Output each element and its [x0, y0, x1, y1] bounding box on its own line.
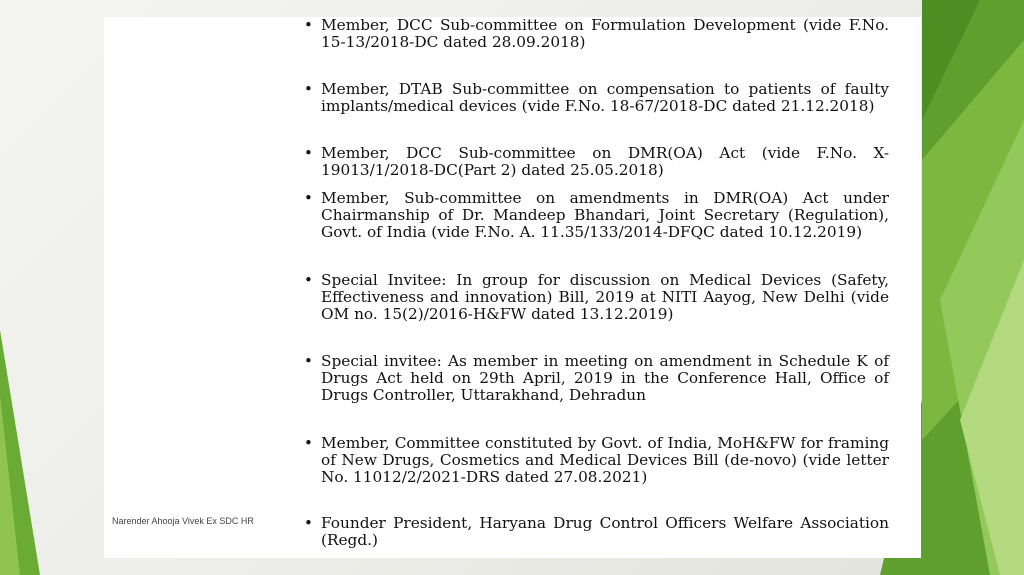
bullet-item: • Member, Committee constituted by Govt. of India, MoH&FW for framing of New Drugs, Cosmetics and Medical Devices Bill (de-novo) (vide letter No. 11012/2/2021-DRS dated 27.08.2021)	[304, 435, 889, 486]
bullet-item: • Member, Sub-committee on amendments in DMR(OA) Act under Chairmanship of Dr. Mandeep Bhandari, Joint Secretary (Regulation), Govt. of India (vide F.No. A. 11.35/133/2014-DFQC dated 10.12.2019)	[304, 190, 889, 241]
slide-content-card	[104, 17, 921, 558]
bullet-item: • Founder President, Haryana Drug Control Officers Welfare Association (Regd.)	[304, 515, 889, 549]
bullet-item: • Special Invitee: In group for discussion on Medical Devices (Safety, Effectiveness and innovation) Bill, 2019 at NITI Aayog, New Delhi (vide OM no. 15(2)/2016-H&FW dated 13.12.2019)	[304, 272, 889, 323]
bullet-item: • Special invitee: As member in meeting on amendment in Schedule K of Drugs Act held on 29th April, 2019 in the Conference Hall, Office of Drugs Controller, Uttarakhand, Dehradun	[304, 353, 889, 404]
bullet-item: • Member, DTAB Sub-committee on compensation to patients of faulty implants/medical devices (vide F.No. 18-67/2018-DC dated 21.12.2018)	[304, 81, 889, 115]
footer-author: Narender Ahooja Vivek Ex SDC HR	[112, 516, 254, 526]
bullet-item: • Member, DCC Sub-committee on Formulation Development (vide F.No. 15-13/2018-DC dated 28.09.2018)	[304, 17, 889, 51]
bullet-item: • Member, DCC Sub-committee on DMR(OA) Act (vide F.No. X-19013/1/2018-DC(Part 2) dated 25.05.2018)	[304, 145, 889, 179]
